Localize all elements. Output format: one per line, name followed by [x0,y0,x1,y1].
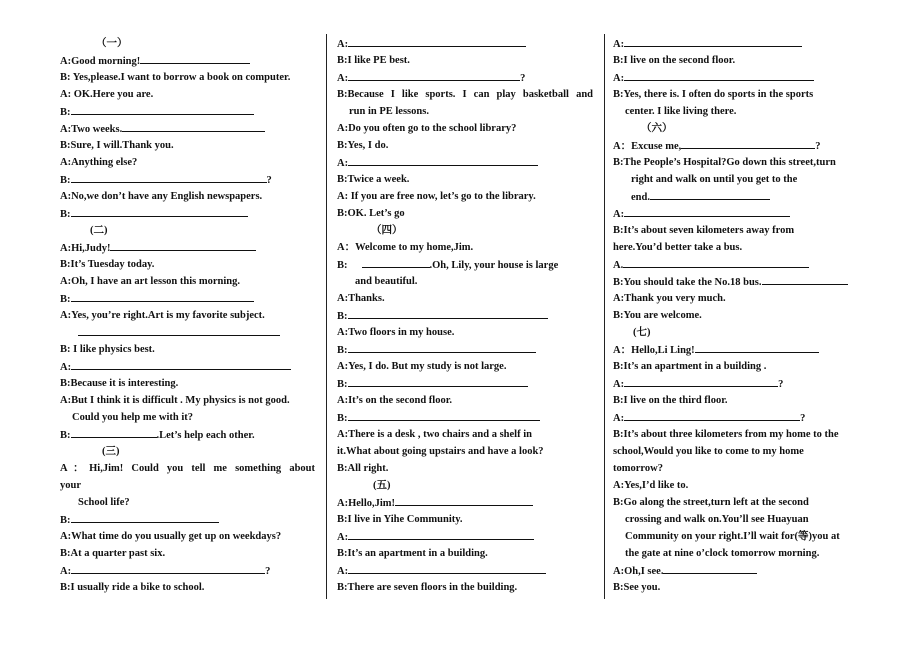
dialog-line: School life? [78,497,130,508]
dialog-line: B:Yes, there is. I often do sports in the sports [613,89,814,100]
dialog-line: tomorrow? [613,463,663,474]
dialog-line: B:Yes, I do. [337,140,389,151]
answer-blank[interactable] [71,207,248,217]
answer-blank[interactable] [122,122,265,132]
dialog-line: B:You are welcome. [613,310,702,321]
dialog-line: A:Do you often go to the school library? [337,123,517,134]
dialog-line: A:Thanks. [337,293,385,304]
dialog-line: and beautiful. [355,276,418,287]
dialog-line: your [60,480,81,491]
dialog-line: A. [613,258,809,272]
dialog-line: A: [337,564,546,578]
column-3 [613,0,865,651]
dialog-line: B:It’s about seven kilometers away from [613,225,795,236]
dialog-line: A:Good morning! [60,54,250,68]
dialog-line: A: [337,156,538,170]
dialog-line: B:The People’s Hospital?Go down this street,turn [613,157,836,168]
answer-blank[interactable] [71,564,265,574]
dialog-line: A: ? [613,379,784,390]
dialog-line: A:Oh, I have an art lesson this morning. [60,276,240,287]
dialog-line: right and walk on until you get to the [631,174,798,185]
dialog-line: B: [337,377,528,391]
dialog-line: B:Because it is interesting. [60,378,179,389]
column-1 [60,0,318,651]
answer-blank-line[interactable] [78,326,280,340]
dialog-line: B: ? [60,175,272,186]
dialog-line: B:OK. Let’s go [337,208,405,219]
section-heading-2: (二) [90,225,108,236]
dialog-line: B:At a quarter past six. [60,548,166,559]
dialog-line: A:Oh,I see. [613,564,757,578]
dialog-line: A: ? [60,566,271,577]
dialog-line: the gate at nine o’clock tomorrow morning. [625,548,820,559]
answer-blank[interactable] [71,513,219,523]
answer-blank[interactable] [624,207,790,217]
answer-blank[interactable] [348,343,536,353]
dialog-line: A：Excuse me, ? [613,141,821,152]
dialog-line: A：Hello,Li Ling! [613,343,819,357]
answer-blank[interactable] [110,241,256,251]
dialog-line: A：Welcome to my home,Jim. [337,242,474,253]
answer-blank[interactable] [140,54,250,64]
dialog-line: A: [613,71,814,85]
dialog-line: B:Sure, I will.Thank you. [60,140,174,151]
answer-blank[interactable] [695,343,819,353]
dialog-line: B:It’s Tuesday today. [60,259,155,270]
dialog-line: B: [337,309,548,323]
dialog-line: A:Yes,I’d like to. [613,480,689,491]
dialog-line: B:It’s about three kilometers from my home to the [613,429,839,440]
dialog-line: B: [60,292,254,306]
dialog-line: school,Would you like to come to my home [613,446,804,457]
dialog-line: A:Thank you very much. [613,293,726,304]
dialog-line: A:Hello,Jim! [337,496,533,510]
column-2 [337,0,597,651]
dialog-line: A:Two floors in my house. [337,327,455,338]
dialog-line: it.What about going upstairs and have a look? [337,446,544,457]
answer-blank[interactable] [348,309,548,319]
answer-blank[interactable] [348,377,528,387]
section-heading-4: （四） [371,225,403,236]
answer-blank[interactable] [71,360,291,370]
answer-blank[interactable] [71,105,254,115]
dialog-line: B:Twice a week. [337,174,410,185]
answer-blank[interactable] [650,190,770,200]
answer-blank[interactable] [71,428,157,438]
dialog-line: center. I like living there. [625,106,737,117]
dialog-line: Could you help me with it? [72,412,194,423]
dialog-line: B:I live on the second floor. [613,55,736,66]
dialog-line: A:Yes, I do. But my study is not large. [337,361,507,372]
dialog-line: B:Because I like sports. I can play basketball and [337,89,593,100]
dialog-line: B: [60,105,254,119]
dialog-line: A: [337,530,534,544]
dialog-line: B:I usually ride a bike to school. [60,582,205,593]
dialog-line: A:Anything else? [60,157,138,168]
dialog-line: A: ? [337,73,526,84]
answer-blank[interactable] [624,37,802,47]
section-heading-1: （一） [96,38,128,49]
dialog-line: B:It’s an apartment in a building. [337,548,488,559]
answer-blank[interactable] [624,411,800,421]
dialog-line: run in PE lessons. [349,106,429,117]
dialog-line: A:It’s on the second floor. [337,395,453,406]
dialog-line: A:There is a desk , two chairs and a shelf in [337,429,532,440]
dialog-line: B:There are seven floors in the building. [337,582,518,593]
dialog-line: end. [631,190,770,204]
dialog-line: B: I like physics best. [60,344,155,355]
dialog-line: A: [613,37,802,51]
answer-blank[interactable] [348,411,540,421]
dialog-line: A: If you are free now, let’s go to the library. [337,191,536,202]
answer-blank[interactable] [624,71,814,81]
dialog-line: B: .Oh, Lily, your house is large [337,260,559,271]
dialog-line: B: Yes,please.I want to borrow a book on computer. [60,72,291,83]
dialog-line: A:Two weeks. [60,122,265,136]
answer-blank[interactable] [624,377,778,387]
answer-blank[interactable] [681,139,815,149]
answer-blank[interactable] [348,71,520,81]
dialog-line: A：Hi,Jim! Could you tell me something about [60,463,315,474]
dialog-line: B:It’s an apartment in a building . [613,361,767,372]
dialog-line: B: [60,513,219,527]
answer-blank[interactable] [348,37,526,47]
dialog-line: B:I live on the third floor. [613,395,728,406]
dialog-line: A:No,we don’t have any English newspapers. [60,191,263,202]
dialog-line: Community on your right.I’ll wait for(等)you at [625,531,840,542]
column-divider [604,34,605,599]
dialog-line: A: [337,37,526,51]
dialog-line: crossing and walk on.You’ll see Huayuan [625,514,809,525]
section-heading-5: (五) [373,480,391,491]
dialog-line: A:Yes, you’re right.Art is my favorite subject. [60,310,265,321]
answer-blank[interactable] [348,530,534,540]
answer-blank[interactable] [71,292,254,302]
dialog-line: B: .Let’s help each other. [60,430,255,441]
dialog-line: B:I live in Yihe Community. [337,514,463,525]
section-heading-7: (七) [633,327,651,338]
dialog-line: A: OK.Here you are. [60,89,154,100]
dialog-line: A:But I think it is difficult . My physics is not good. [60,395,290,406]
answer-blank[interactable] [71,173,267,183]
dialog-line: B:All right. [337,463,389,474]
dialog-line: A:Hi,Judy! [60,241,256,255]
answer-blank[interactable] [348,564,546,574]
answer-blank[interactable] [395,496,533,506]
dialog-line: B: [60,207,248,221]
answer-blank[interactable] [348,156,538,166]
dialog-line: here.You’d better take a bus. [613,242,743,253]
answer-blank[interactable] [362,258,430,268]
dialog-line: B: [337,343,536,357]
column-divider [326,34,327,599]
answer-blank[interactable] [623,258,809,268]
answer-blank[interactable] [663,564,757,574]
dialog-line: A: [613,207,790,221]
answer-blank[interactable] [762,275,848,285]
section-heading-3: (三) [102,446,120,457]
dialog-line: A: [60,360,291,374]
dialog-line: A:What time do you usually get up on weekdays? [60,531,282,542]
dialog-line: B:I like PE best. [337,55,410,66]
dialog-line: B:You should take the No.18 bus. [613,275,848,289]
dialog-line: B:See you. [613,582,661,593]
dialog-line: A: ? [613,413,806,424]
section-heading-6: （六） [641,123,673,134]
dialog-line: B: [337,411,540,425]
dialog-line: B:Go along the street,turn left at the second [613,497,809,508]
